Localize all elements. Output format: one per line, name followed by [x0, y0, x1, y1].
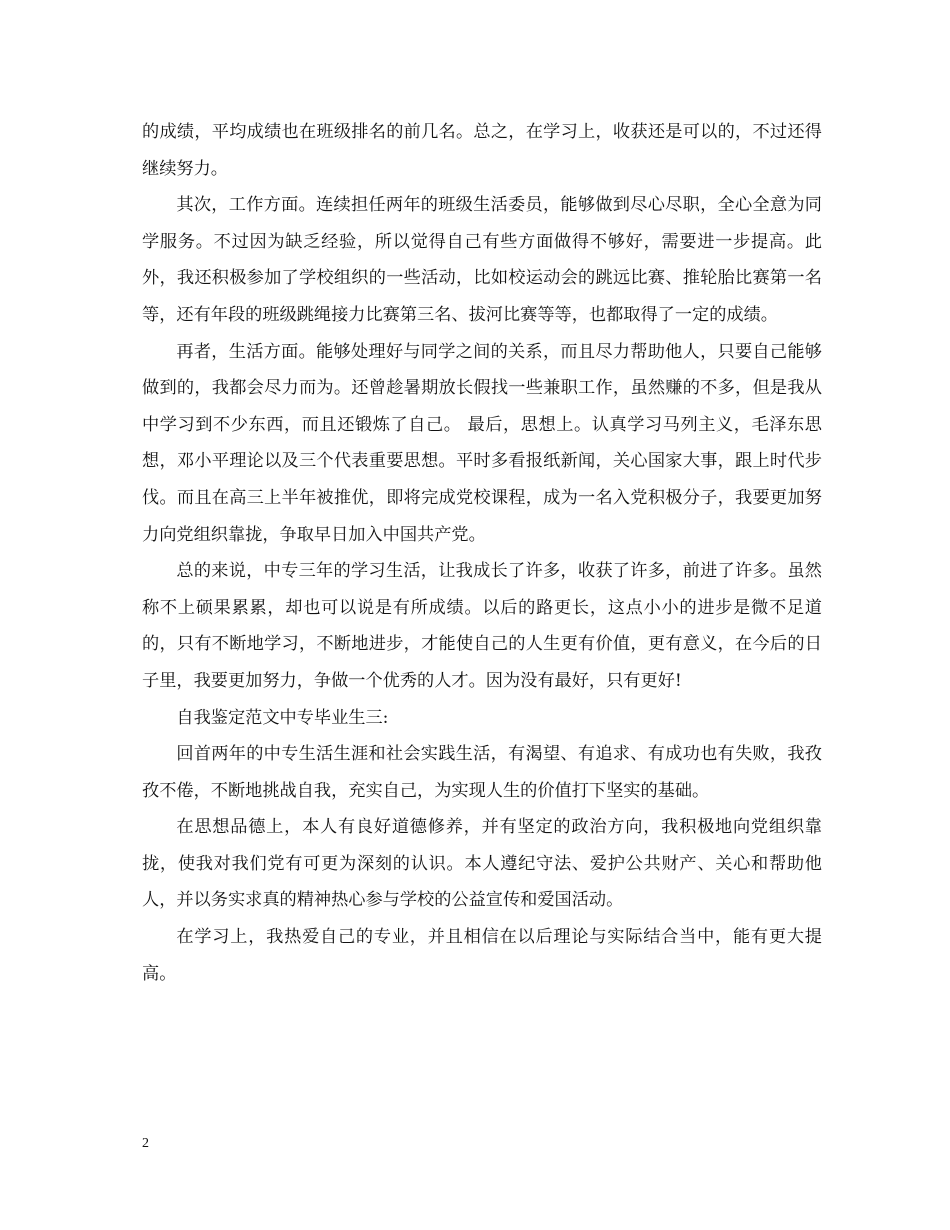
paragraph-7: 在思想品德上，本人有良好道德修养，并有坚定的政治方向，我积极地向党组织靠拢，使我对我们党有可更为深刻的认识。本人遵纪守法、爱护公共财产、关心和帮助他人，并以务实求真的精神热心参与学校的公益宣传和爱国活动。 [142, 817, 822, 911]
document-body [142, 114, 822, 992]
paragraph-3: 再者，生活方面。能够处理好与同学之间的关系，而且尽力帮助他人，只要自己能够做到的，我都会尽力而为。还曾趁暑期放长假找一些兼职工作，虽然赚的不多，但是我从中学习到不少东西，而且还锻炼了自己。 最后，思想上。认真学习马列主义，毛泽东思想，邓小平理论以及三个代表重要思想。平时多看报纸新闻，关心国家大事，跟上时代步伐。而且在高三上半年被推优，即将完成党校课程，成为一名入党积极分子，我要更加努力向党组织靠拢，争取早日加入中国共产党。 [142, 341, 822, 545]
section-heading: 自我鉴定范文中专毕业生三: [176, 707, 389, 728]
paragraph-8: 在学习上，我热爱自己的专业，并且相信在以后理论与实际结合当中，能有更大提高。 [142, 927, 822, 984]
paragraph-4: 总的来说，中专三年的学习生活，让我成长了许多，收获了许多，前进了许多。虽然称不上硕果累累，却也可以说是有所成绩。以后的路更长，这点小小的进步是微不足道的，只有不断地学习，不断地进步，才能使自己的人生更有价值，更有意义，在今后的日子里，我要更加努力，争做一个优秀的人才。因为没有最好，只有更好! [142, 561, 822, 691]
paragraph-2: 其次，工作方面。连续担任两年的班级生活委员，能够做到尽心尽职，全心全意为同学服务。不过因为缺乏经验，所以觉得自己有些方面做得不够好，需要进一步提高。此外，我还积极参加了学校组织的一些活动，比如校运动会的跳远比赛、推轮胎比赛第一名等，还有年段的班级跳绳接力比赛第三名、拔河比赛等等，也都取得了一定的成绩。 [142, 195, 822, 325]
page-number: 2 [142, 1136, 149, 1151]
paragraph-6: 回首两年的中专生活生涯和社会实践生活，有渴望、有追求、有成功也有失败，我孜孜不倦，不断地挑战自我，充实自己，为实现人生的价值打下坚实的基础。 [142, 744, 822, 801]
paragraph-1: 的成绩，平均成绩也在班级排名的前几名。总之，在学习上，收获还是可以的，不过还得继续努力。 [142, 122, 822, 179]
